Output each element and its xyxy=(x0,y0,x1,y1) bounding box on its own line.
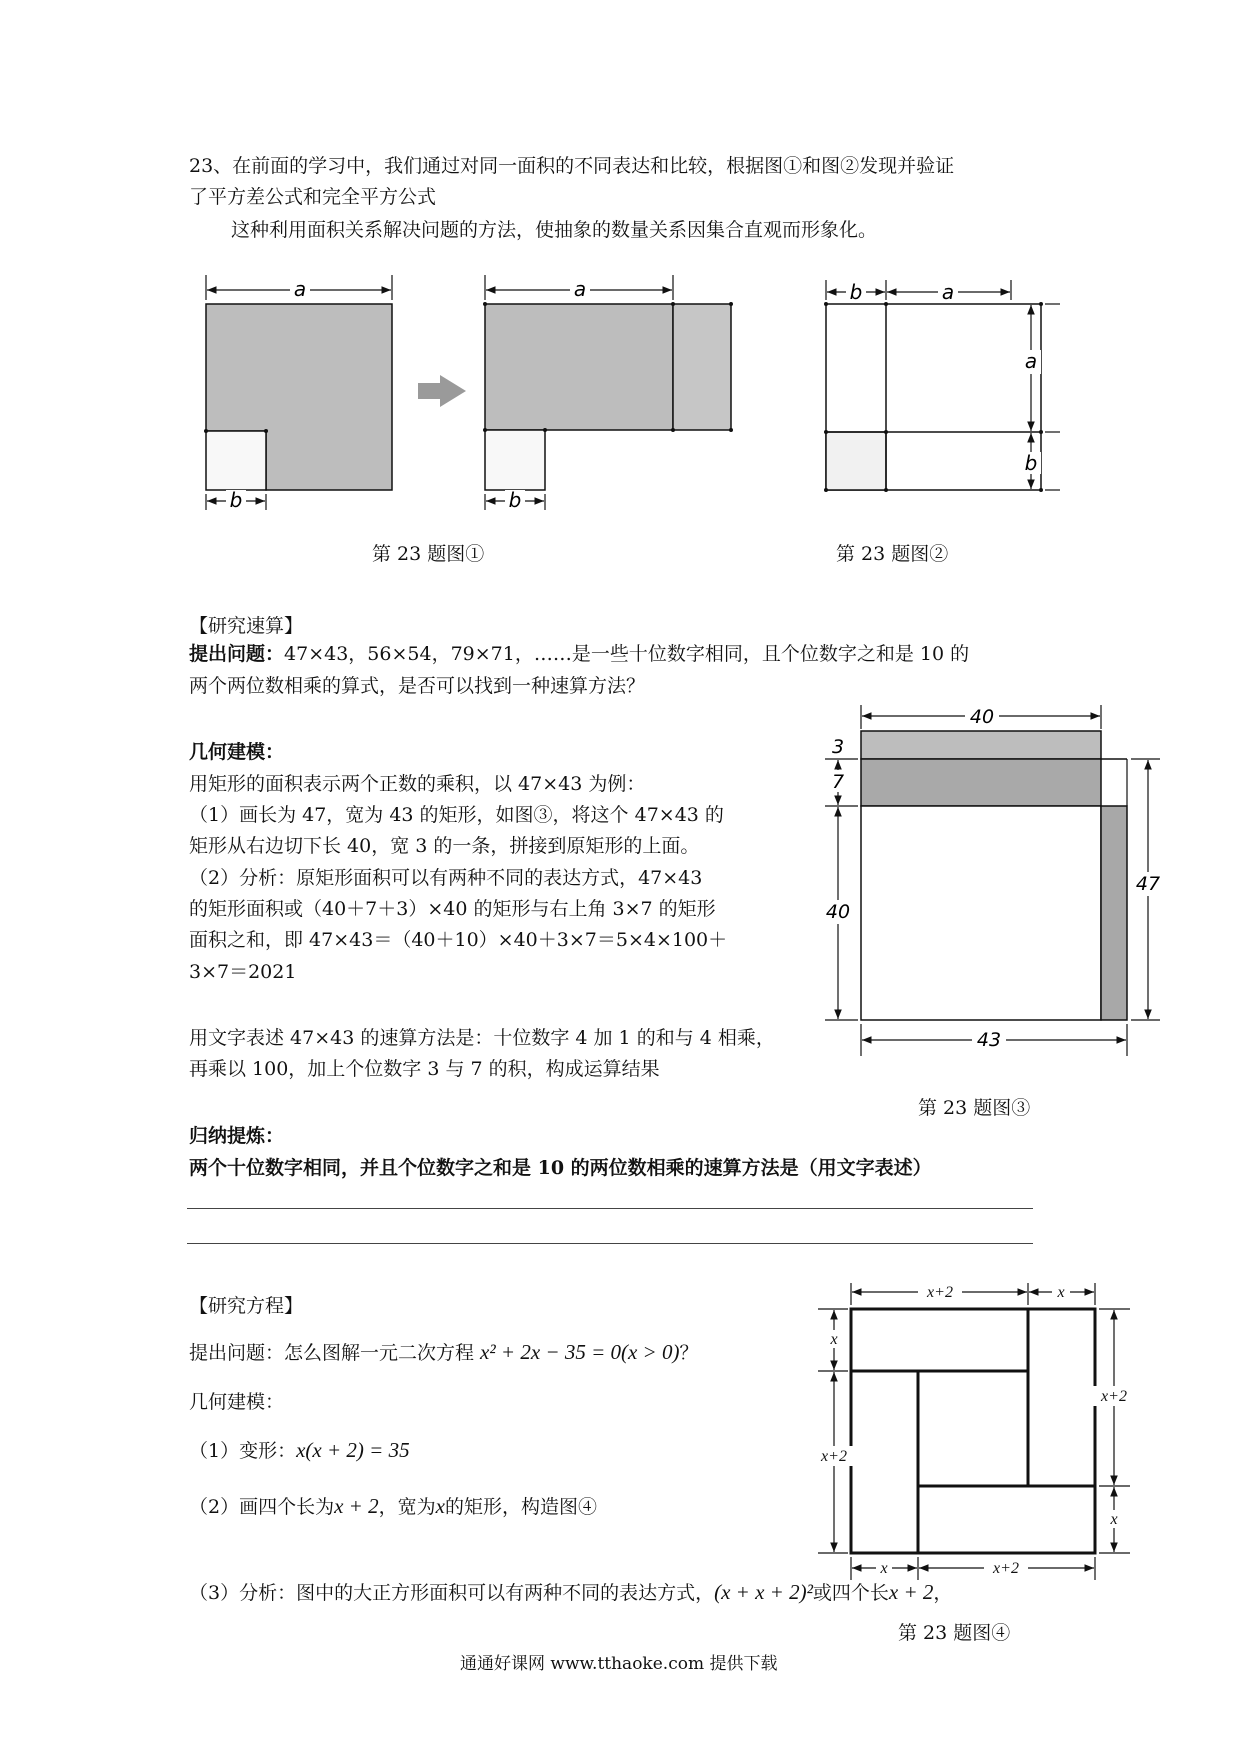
figure-1-small-square-2 xyxy=(485,430,545,490)
model-1-line-2: （1）画长为 47，宽为 43 的矩形，如图③，将这个 47×43 的 xyxy=(189,804,724,826)
figure-4-rect-top xyxy=(851,1309,1028,1371)
question-2-suffix: ？ xyxy=(679,1342,699,1364)
figure-2-label-a-top: a xyxy=(941,280,955,304)
model-1-heading: 几何建模： xyxy=(189,741,285,763)
question-1-text: 47×43，56×54，79×71，……是一些十位数字相同，且个位数字之和是 10 的 xyxy=(284,643,970,665)
figure-1-label-b: b xyxy=(229,488,243,512)
figure-3-top-strip-3 xyxy=(861,731,1101,759)
figure-3-label-47: 47 xyxy=(1135,873,1161,895)
figure-2-shaded-corner xyxy=(826,432,886,490)
figure-1-caption: 第 23 题图① xyxy=(372,543,485,565)
model-2-heading: 几何建模： xyxy=(189,1391,285,1413)
step-3-mid: 或四个长 xyxy=(812,1582,889,1604)
figure-4-label-right-1: x+2 xyxy=(1101,1388,1127,1405)
question-1-label: 提出问题： xyxy=(189,643,285,665)
intro-line-3: 这种利用面积关系解决问题的方法，使抽象的数量关系因集合直观而形象化。 xyxy=(231,219,878,241)
question-2 xyxy=(189,1340,699,1365)
figure-4-label-bottom-2: x+2 xyxy=(993,1560,1019,1577)
question-2-equation: x² + 2x − 35 = 0(x > 0) xyxy=(480,1340,680,1364)
figure-4-caption: 第 23 题图④ xyxy=(898,1622,1011,1644)
figure-3-label-top: 40 xyxy=(969,706,995,728)
figure-3-label-7: 7 xyxy=(831,771,845,793)
step-1-prefix: （1）变形： xyxy=(189,1440,297,1462)
figure-3-label-40-left: 40 xyxy=(825,901,851,923)
figure-1 xyxy=(204,275,733,512)
figure-4-label-left-1: x xyxy=(830,1331,838,1348)
step-1-equation: x(x + 2) = 35 xyxy=(296,1438,410,1462)
figure-4-inner-square xyxy=(918,1371,1028,1486)
step-3 xyxy=(189,1580,952,1605)
step-2-mid: ，宽为 xyxy=(378,1496,436,1518)
step-2 xyxy=(189,1494,597,1519)
figure-1-label-b-2: b xyxy=(508,488,522,512)
model-1-line-7: 3×7＝2021 xyxy=(189,961,297,983)
figure-4-labels xyxy=(812,1282,1136,1578)
figure-3-caption: 第 23 题图③ xyxy=(918,1097,1031,1119)
step-2-width: x xyxy=(435,1494,445,1518)
step-2-length: x + 2 xyxy=(334,1494,379,1518)
step-3-length: x + 2 xyxy=(888,1580,934,1604)
step-1 xyxy=(189,1438,410,1463)
step-3-suffix: ， xyxy=(933,1582,953,1604)
figure-4-rect-right xyxy=(1028,1309,1095,1486)
figure-4-label-top-2: x xyxy=(1057,1284,1065,1301)
figure-1-rect-extension xyxy=(673,304,731,430)
summary-question: 两个十位数字相同，并且个位数字之和是 10 的两位数相乘的速算方法是（用文字表述） xyxy=(189,1157,932,1179)
figure-4-outer-square xyxy=(851,1309,1095,1553)
intro-line-2: 了平方差公式和完全平方公式 xyxy=(189,186,437,208)
figure-3-top-strip-7 xyxy=(861,759,1101,806)
intro-line-1: 23、在前面的学习中，我们通过对同一面积的不同表达和比较，根据图①和图②发现并验证 xyxy=(189,155,955,177)
transform-arrow-icon xyxy=(418,375,466,407)
figure-4-label-left-2: x+2 xyxy=(821,1448,847,1465)
figure-1-label-a-2: a xyxy=(573,277,587,301)
model-1-line-5: 的矩形面积或（40＋7＋3）×40 的矩形与右上角 3×7 的矩形 xyxy=(189,898,716,920)
figure-1-small-square xyxy=(206,431,266,490)
model-1-line-6: 面积之和，即 47×43＝（40＋10）×40＋3×7＝5×4×100＋ xyxy=(189,929,728,951)
section-1-heading: 【研究速算】 xyxy=(189,615,304,637)
question-2-prefix: 提出问题：怎么图解一元二次方程 xyxy=(189,1342,481,1364)
footer: 通通好课网 www.tthaoke.com 提供下载 xyxy=(460,1654,778,1674)
figure-3-main-rect xyxy=(861,806,1101,1020)
figure-2-caption: 第 23 题图② xyxy=(836,543,949,565)
question-1-line-2: 两个两位数相乘的算式，是否可以找到一种速算方法？ xyxy=(189,675,646,697)
model-1-line-1: 用矩形的面积表示两个正数的乘积，以 47×43 为例： xyxy=(189,773,646,795)
step-3-prefix: （3）分析：图中的大正方形面积可以有两种不同的表达方式， xyxy=(189,1582,715,1604)
figure-2-label-a-right: a xyxy=(1024,349,1038,373)
model-1-line-4: （2）分析：原矩形面积可以有两种不同的表达方式，47×43 xyxy=(189,867,703,889)
summary-heading: 归纳提炼： xyxy=(189,1125,285,1147)
question-1-line-1 xyxy=(189,642,969,666)
figure-4-label-right-2: x xyxy=(1110,1511,1118,1528)
figure-3-cut-strip xyxy=(1101,806,1127,1020)
figure-2-label-b-right: b xyxy=(1024,451,1038,475)
figure-3-label-43: 43 xyxy=(976,1029,1002,1051)
section-2-heading: 【研究方程】 xyxy=(189,1295,304,1317)
figure-4-rect-bottom xyxy=(918,1486,1095,1553)
step-2-suffix: 的矩形，构造图④ xyxy=(444,1496,597,1518)
figure-2 xyxy=(824,280,1060,492)
figure-4-label-top-1: x+2 xyxy=(927,1284,953,1301)
text-description-line-1: 用文字表述 47×43 的速算方法是：十位数字 4 加 1 的和与 4 相乘， xyxy=(189,1027,775,1049)
step-3-expression: (x + x + 2)² xyxy=(714,1580,813,1604)
step-2-prefix: （2）画四个长为 xyxy=(189,1496,335,1518)
model-1-line-3: 矩形从右边切下长 40，宽 3 的一条，拼接到原矩形的上面。 xyxy=(189,835,700,857)
text-description-line-2: 再乘以 100，加上个位数字 3 与 7 的积，构成运算结果 xyxy=(189,1058,660,1080)
figure-3-label-3: 3 xyxy=(831,736,845,758)
figure-1-rect-main xyxy=(485,304,673,430)
figure-4 xyxy=(818,1283,1130,1580)
figure-1-label-a: a xyxy=(293,277,307,301)
answer-line-2[interactable] xyxy=(187,1243,1033,1244)
figure-4-rect-left xyxy=(851,1371,918,1553)
figure-2-label-b-top: b xyxy=(849,280,863,304)
figure-3 xyxy=(822,705,1164,1056)
answer-line-1[interactable] xyxy=(187,1208,1033,1209)
figure-4-label-bottom-1: x xyxy=(880,1560,888,1577)
